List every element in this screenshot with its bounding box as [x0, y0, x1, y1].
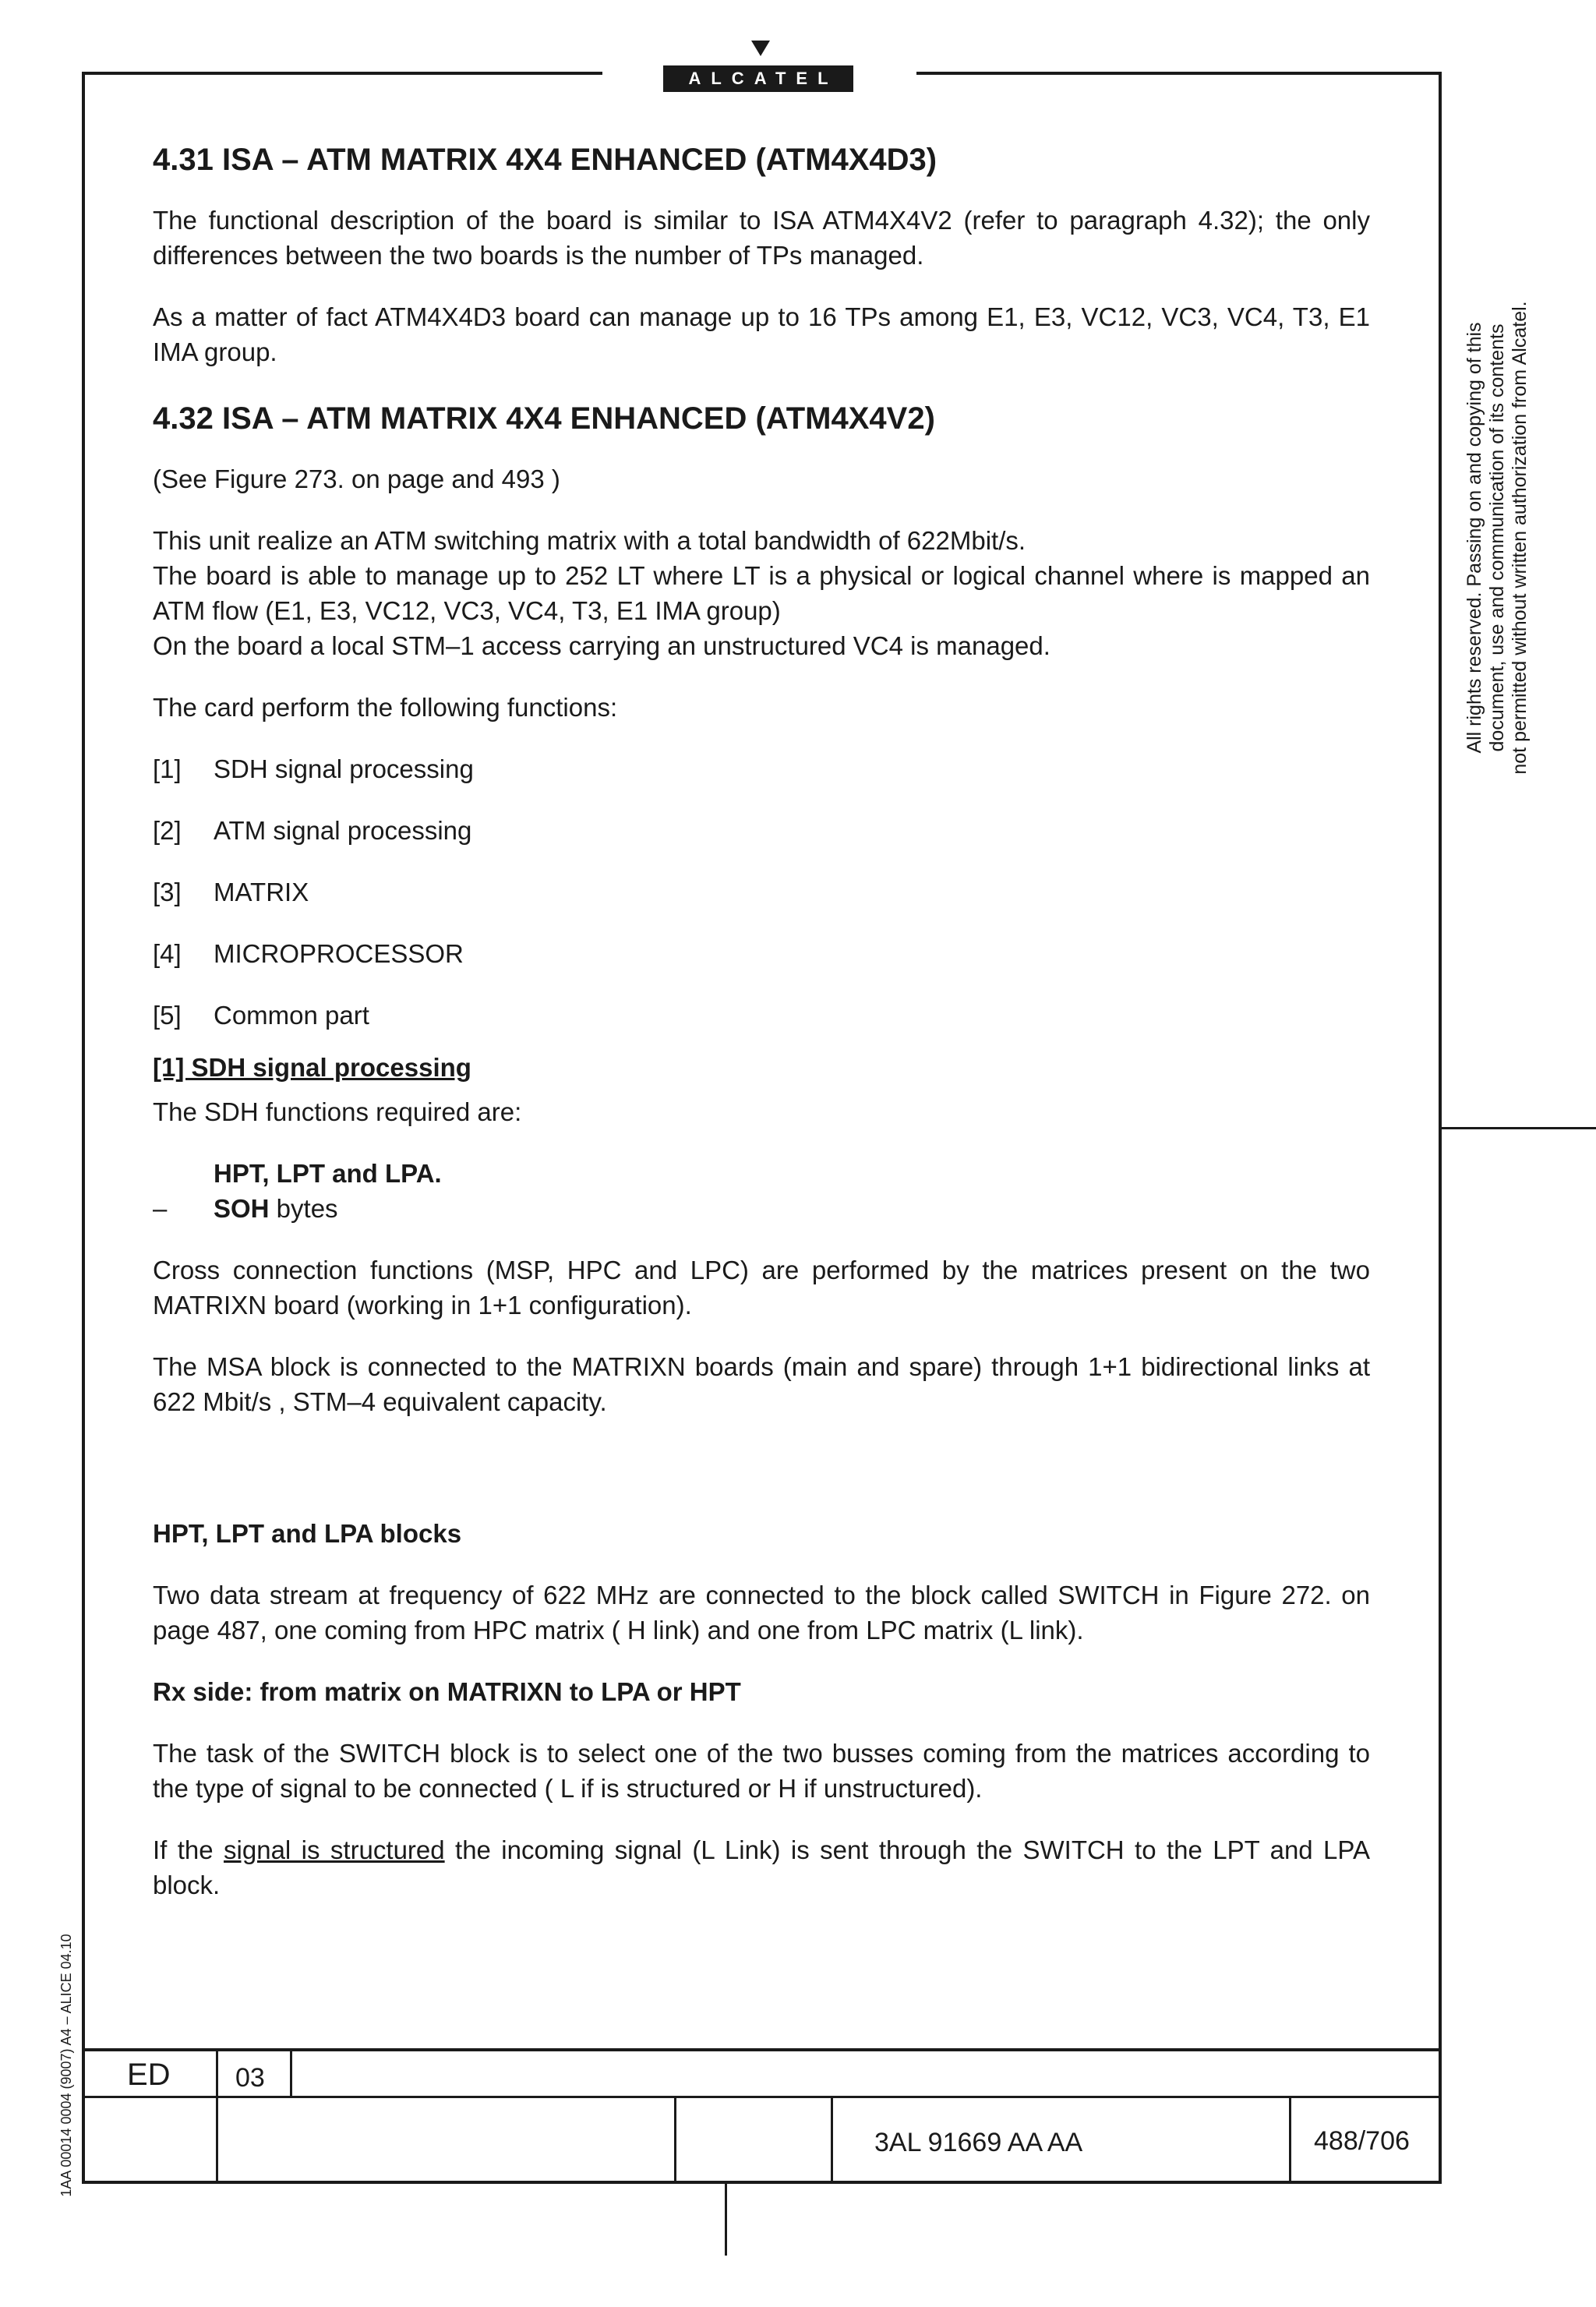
- list-dash: [153, 1156, 214, 1191]
- list-item: [153, 1156, 1370, 1191]
- list-number: [4]: [153, 939, 182, 968]
- list-dash: –: [153, 1194, 168, 1223]
- list-number: [5]: [153, 1001, 182, 1030]
- side-tick: [1439, 1127, 1596, 1129]
- paragraph: The task of the SWITCH block is to select one of the two busses coming from the matrices according to the type of signal to be connected ( L if is structured or H if unstructured).: [153, 1739, 1370, 1803]
- list-item: [153, 1191, 1370, 1226]
- list-item: [153, 813, 1370, 848]
- footer-divider: [290, 2048, 292, 2097]
- functions-list: [153, 751, 1370, 1033]
- underlined-text: signal is structured: [224, 1835, 445, 1864]
- footer-top-line: [82, 2048, 1442, 2051]
- paragraph-line: On the board a local STM–1 access carrying an unstructured VC4 is managed.: [153, 631, 1050, 660]
- footer-mid-line: [82, 2096, 1442, 2098]
- paragraph: The MSA block is connected to the MATRIXN boards (main and spare) through 1+1 bidirectional links at 622 Mbit/s , STM–4 equivalent capacity.: [153, 1352, 1370, 1416]
- item-rest: bytes: [269, 1194, 338, 1223]
- edition-value: 03: [235, 2063, 265, 2093]
- logo-triangle-icon: [751, 41, 770, 56]
- document-code: 3AL 91669 AA AA: [874, 2128, 1083, 2157]
- paragraph: Two data stream at frequency of 622 MHz are connected to the block called SWITCH in Figure 272. on page 487, one coming from HPC matrix ( H link) and one from LPC matrix (L link).: [153, 1581, 1370, 1645]
- list-label: SDH signal processing: [214, 754, 474, 783]
- text-span: the incoming signal (L Link) is sent through the SWITCH to the LPT and LPA block.: [153, 1835, 1370, 1899]
- list-label: ATM signal processing: [214, 816, 472, 845]
- list-label: MICROPROCESSOR: [214, 939, 464, 968]
- figure-reference: (See Figure 273. on page and 493 ): [153, 465, 560, 493]
- list-item: [153, 998, 1370, 1033]
- alcatel-logo: ALCATEL: [663, 65, 853, 92]
- frame-left: [82, 72, 85, 2184]
- page-content: [153, 140, 1370, 1929]
- frame-top-right: [916, 72, 1442, 75]
- paragraph: [153, 1832, 1370, 1902]
- sdh-items: [153, 1156, 1370, 1226]
- edition-label: ED: [127, 2058, 171, 2092]
- bottom-stem: [725, 2184, 727, 2256]
- paragraph: The functional description of the board is similar to ISA ATM4X4V2 (refer to paragraph 4.32); the only differences between the two boards is the number of TPs managed.: [153, 206, 1370, 270]
- list-item: [153, 751, 1370, 786]
- footer-divider: [216, 2048, 218, 2184]
- paragraph: Cross connection functions (MSP, HPC and LPC) are performed by the matrices present on the two MATRIXN board (working in 1+1 configuration).: [153, 1256, 1370, 1320]
- footer-divider: [674, 2097, 676, 2184]
- list-item: [153, 936, 1370, 971]
- section-title-4-31: 4.31 ISA – ATM MATRIX 4X4 ENHANCED (ATM4X4D3): [153, 143, 937, 177]
- text-span: If the: [153, 1835, 224, 1864]
- footer-divider: [1289, 2097, 1291, 2184]
- rights-line: not permitted without written authorization from Alcatel.: [1509, 301, 1531, 775]
- paragraph-line: The board is able to manage up to 252 LT where LT is a physical or logical channel where is mapped an ATM flow (E1, E3, VC12, VC3, VC4, T3, E1 IMA group): [153, 561, 1370, 625]
- paragraph: As a matter of fact ATM4X4D3 board can manage up to 16 TPs among E1, E3, VC12, VC3, VC4, T3, E1 IMA group.: [153, 302, 1370, 366]
- item-bold: HPT, LPT and LPA.: [214, 1159, 442, 1188]
- functions-intro: The card perform the following functions:: [153, 693, 618, 722]
- blocks-heading: HPT, LPT and LPA blocks: [153, 1519, 462, 1548]
- footer-bottom-line: [82, 2181, 1442, 2184]
- rights-line: document, use and communication of its contents: [1486, 323, 1508, 752]
- rx-heading: Rx side: from matrix on MATRIXN to LPA or HPT: [153, 1677, 741, 1706]
- sdh-heading: [1] SDH signal processing: [153, 1053, 471, 1082]
- form-code: 1AA 00014 0004 (9007) A4 – ALICE 04.10: [58, 1934, 74, 2197]
- list-label: MATRIX: [214, 878, 309, 906]
- list-item: [153, 874, 1370, 910]
- list-number: [3]: [153, 878, 182, 906]
- item-bold: SOH: [214, 1194, 270, 1223]
- spacer: [153, 1446, 1370, 1516]
- sdh-intro: The SDH functions required are:: [153, 1097, 522, 1126]
- list-number: [2]: [153, 816, 182, 845]
- paragraph-line: This unit realize an ATM switching matrix with a total bandwidth of 622Mbit/s.: [153, 526, 1026, 555]
- rights-notice: [1464, 265, 1541, 811]
- frame-top-left: [82, 72, 602, 75]
- paragraph-block: [153, 523, 1370, 663]
- page-number: 488/706: [1314, 2126, 1410, 2156]
- list-label: Common part: [214, 1001, 369, 1030]
- rights-line: All rights reserved. Passing on and copying of this: [1464, 322, 1485, 754]
- footer-divider: [831, 2097, 833, 2184]
- section-title-4-32: 4.32 ISA – ATM MATRIX 4X4 ENHANCED (ATM4X4V2): [153, 401, 935, 436]
- list-number: [1]: [153, 754, 182, 783]
